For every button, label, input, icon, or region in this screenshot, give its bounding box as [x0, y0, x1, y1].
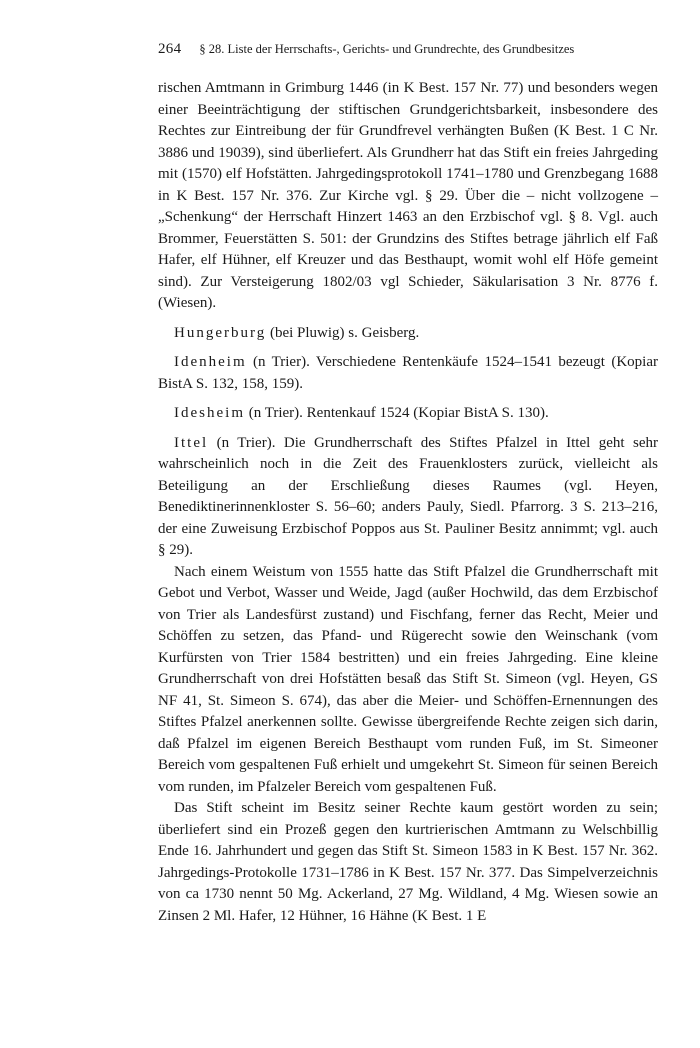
running-title: § 28. Liste der Herrschafts-, Gerichts- und Grundrechte, des Grundbesitzes [199, 42, 575, 56]
paragraph-continued: rischen Amtmann in Grimburg 1446 (in K Best. 157 Nr. 77) und besonders wegen einer Beeinträchtigung der stiftischen Grundgerichtsbarkeit, insbesondere des Rechtes zur Eintreibung der für Grundfrevel verhängten Bußen (K Best. 1 C Nr. 3886 und 19039), sind überliefert. Als Grundherr hat das Stift ein freies Jahrgeding mit (1570) elf Hofstätten. Jahrgedingsprotokoll 1741–1780 und Grenzbegang 1688 in K Best. 157 Nr. 376. Zur Kirche vgl. § 29. Über die – nicht vollzogene – „Schenkung“ der Herrschaft Hinzert 1463 an den Erzbischof vgl. § 8. Vgl. auch Brommer, Feuerstätten S. 501: der Grundzins des Stiftes betrage jährlich elf Faß Hafer, elf Hühner, elf Kreuzer und das Besthaupt, womit wohl elf Höfe gemeint sind). Zur Versteigerung 1802/03 vgl Schieder, Säkularisation 3 Nr. 8776 f. (Wiesen). [158, 80, 658, 311]
entry-text: (bei Pluwig) s. Geisberg. [266, 324, 420, 341]
entry-idesheim [158, 403, 658, 425]
entry-text: (n Trier). Die Grundherrschaft des Stiftes Pfalzel in Ittel geht sehr wahrscheinlich noch in die Zeit des Frauenklosters zurück, vielleicht als Beteiligung an der Erschließung dieses Raumes (vgl. Heyen, Benediktinerinnenkloster S. 56–60; anders Pauly, Siedl. Pfarrorg. 3 S. 213–216, der eine Zuweisung Erzbischof Poppos aus St. Pauliner Besitz annimmt; vgl. auch § 29). [158, 434, 658, 558]
entry-idenheim [158, 352, 658, 395]
entry-place-name: Idesheim [174, 405, 245, 421]
paragraph-stift-rechte: Das Stift scheint im Besitz seiner Rechte kaum gestört worden zu sein; überliefert sind ein Prozeß gegen den kurtrierischen Amtmann zu Welschbillig Ende 16. Jahrhundert und gegen das Stift St. Simeon 1583 in K Best. 157 Nr. 362. Jahrgedings-Protokolle 1731–1786 in K Best. 157 Nr. 377. Das Simpelverzeichnis von ca 1730 nennt 50 Mg. Ackerland, 27 Mg. Wildland, 4 Mg. Wiesen sowie an Zinsen 2 Ml. Hafer, 12 Hühner, 16 Hähne (K Best. 1 E [158, 800, 658, 924]
page-number: 264 [158, 41, 182, 57]
body-text [158, 78, 658, 927]
entry-ittel [158, 433, 658, 562]
running-header [158, 40, 658, 58]
entry-text: (n Trier). Rentenkauf 1524 (Kopiar BistA S. 130). [244, 405, 549, 421]
entry-hungerburg [158, 323, 658, 345]
entry-place-name: Idenheim [174, 354, 247, 370]
entry-place-name: Hungerburg [174, 324, 267, 341]
paragraph-weistum: Nach einem Weistum von 1555 hatte das Stift Pfalzel die Grundherrschaft mit Gebot und Verbot, Wasser und Weide, Jagd (außer Hochwild, das dem Erzbischof von Trier als Landesfürst zustand) und Fischfang, ferner das Recht, Meier und Schöffen zu setzen, das Pfand- und Rügerecht sowie den Weinschank (vom Kurfürsten von Trier 1584 bestritten) und ein freies Jahrgeding. Eine kleine Grundherrschaft von drei Hofstätten besaß das Stift St. Simeon (vgl. Heyen, GS NF 41, St. Simeon S. 674), das aber die Meier- und Schöffen-Ernennungen des Stiftes Pfalzel anerkennen sollte. Gewisse übergreifende Rechte zeigen sich darin, daß Pfalzel im eigenen Bereich Besthaupt vom runden Fuß, im St. Simeoner Bereich vom gespaltenen Fuß erhielt und umgekehrt St. Simeon für seinen Bereich vom runden, im Pfalzeler Bereich vom gespaltenen Fuß. [158, 563, 658, 795]
entry-text: (n Trier). Verschiedene Rentenkäufe 1524–1541 bezeugt (Kopiar BistA S. 132, 158, 159). [158, 354, 658, 392]
entry-place-name: Ittel [174, 434, 209, 451]
